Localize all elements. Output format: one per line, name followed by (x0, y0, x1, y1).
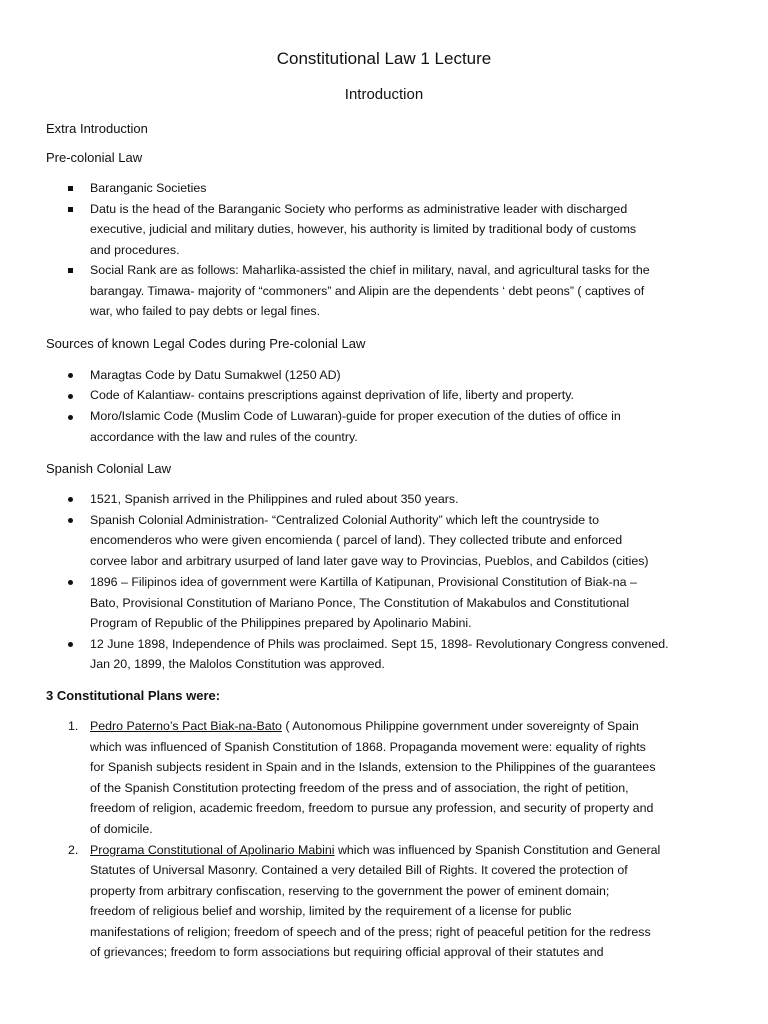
list-item-line: war, who failed to pay debts or legal fines. (90, 304, 321, 318)
list-item-line: Bato, Provisional Constitution of Mariano Ponce, The Constitution of Makabulos and Constitutional (90, 596, 630, 610)
list-item-line: property from arbitrary confiscation, reserving to the government the power of eminent domain; (90, 884, 610, 898)
heading-constitutional-plans: 3 Constitutional Plans were: (46, 688, 221, 703)
list-item-line: accordance with the law and rules of the country. (90, 430, 358, 444)
list-item-line: Moro/Islamic Code (Muslim Code of Luwaran)-guide for proper execution of the duties of office in (90, 409, 621, 423)
list-item-line: and procedures. (90, 243, 180, 257)
list-item-line: for Spanish subjects resident in Spain and in the Islands, extension to the Philippines of the guarantees (90, 760, 656, 774)
list-item-line: Maragtas Code by Datu Sumakwel (1250 AD) (90, 368, 341, 382)
bullet-icon (68, 580, 73, 585)
list-item-line: Program of Republic of the Philippines prepared by Apolinario Mabini. (90, 616, 472, 630)
list-item-line: 12 June 1898, Independence of Phils was proclaimed. Sept 15, 1898- Revolutionary Congress convened. (90, 637, 669, 651)
list-item-line: manifestations of religion; freedom of speech and of the press; right of peaceful petition for the redress (90, 925, 651, 939)
square-bullet-icon (68, 268, 73, 273)
numbered-item-first-line (90, 719, 639, 733)
plan-text: which was influenced by Spanish Constitution and General (334, 843, 661, 857)
document-subtitle: Introduction (344, 86, 424, 103)
list-item-line: freedom of religion, academic freedom, freedom to pursue any profession, and security of property and (90, 801, 654, 815)
bullet-icon (68, 394, 73, 399)
list-item-line: Datu is the head of the Baranganic Society who performs as administrative leader with discharged (90, 202, 628, 216)
plan-name: Programa Constitutional of Apolinario Mabini (90, 843, 335, 857)
list-item-line: barangay. Timawa- majority of “commoners” and Alipin are the dependents ‘ debt peons” ( captives of (90, 284, 645, 298)
heading-precolonial-law: Pre-colonial Law (46, 150, 143, 165)
list-item-line: Code of Kalantiaw- contains prescriptions against deprivation of life, liberty and property. (90, 388, 574, 402)
list-item-line: executive, judicial and military duties, however, his authority is limited by traditional body of customs (90, 222, 637, 236)
list-item-line: Social Rank are as follows: Maharlika-assisted the chief in military, naval, and agricultural tasks for the (90, 263, 650, 277)
list-item-line: which was influenced of Spanish Constitution of 1868. Propaganda movement were: equality of rights (90, 740, 646, 754)
list-item-line: Statutes of Universal Masonry. Contained a very detailed Bill of Rights. It covered the protection of (90, 863, 628, 877)
list-item-line: of the Spanish Constitution protecting freedom of the press and of association, the right of petition, (90, 781, 629, 795)
list-item-line: encomenderos who were given encomienda ( parcel of land). They collected tribute and enforced (90, 533, 623, 547)
heading-spanish-colonial-law: Spanish Colonial Law (46, 461, 172, 476)
square-bullet-icon (68, 207, 73, 212)
list-item-line: of domicile. (90, 822, 153, 836)
bullet-icon (68, 642, 73, 647)
heading-sources-legal-codes: Sources of known Legal Codes during Pre-colonial Law (46, 336, 366, 351)
bullet-icon (68, 415, 73, 420)
bullet-icon (68, 497, 73, 502)
list-item-line: Spanish Colonial Administration- “Centralized Colonial Authority” which left the countryside to (90, 513, 599, 527)
list-item-line: Baranganic Societies (90, 181, 207, 195)
bullet-icon (68, 518, 73, 523)
list-item-line: 1521, Spanish arrived in the Philippines and ruled about 350 years. (90, 492, 459, 506)
plan-name: Pedro Paterno’s Pact Biak-na-Bato (90, 719, 282, 733)
list-item-line: of grievances; freedom to form associations but requiring official approval of their statutes and (90, 945, 604, 959)
list-item-line: corvee labor and arbitrary usurped of land later gave way to Provincias, Pueblos, and Cabildos (cities) (90, 554, 649, 568)
numbered-item-first-line (90, 843, 660, 857)
list-number: 2. (68, 843, 79, 857)
list-item-line: Jan 20, 1899, the Malolos Constitution was approved. (90, 657, 385, 671)
plan-text: ( Autonomous Philippine government under sovereignty of Spain (281, 719, 639, 733)
list-item-line: freedom of religious belief and worship, limited by the requirement of a license for public (90, 904, 572, 918)
list-item-line: 1896 – Filipinos idea of government were Kartilla of Katipunan, Provisional Constitution of Biak-na – (90, 575, 637, 589)
list-number: 1. (68, 719, 79, 733)
square-bullet-icon (68, 186, 73, 191)
bullet-icon (68, 373, 73, 378)
heading-extra-introduction: Extra Introduction (46, 121, 148, 136)
document-title: Constitutional Law 1 Lecture (276, 49, 492, 68)
